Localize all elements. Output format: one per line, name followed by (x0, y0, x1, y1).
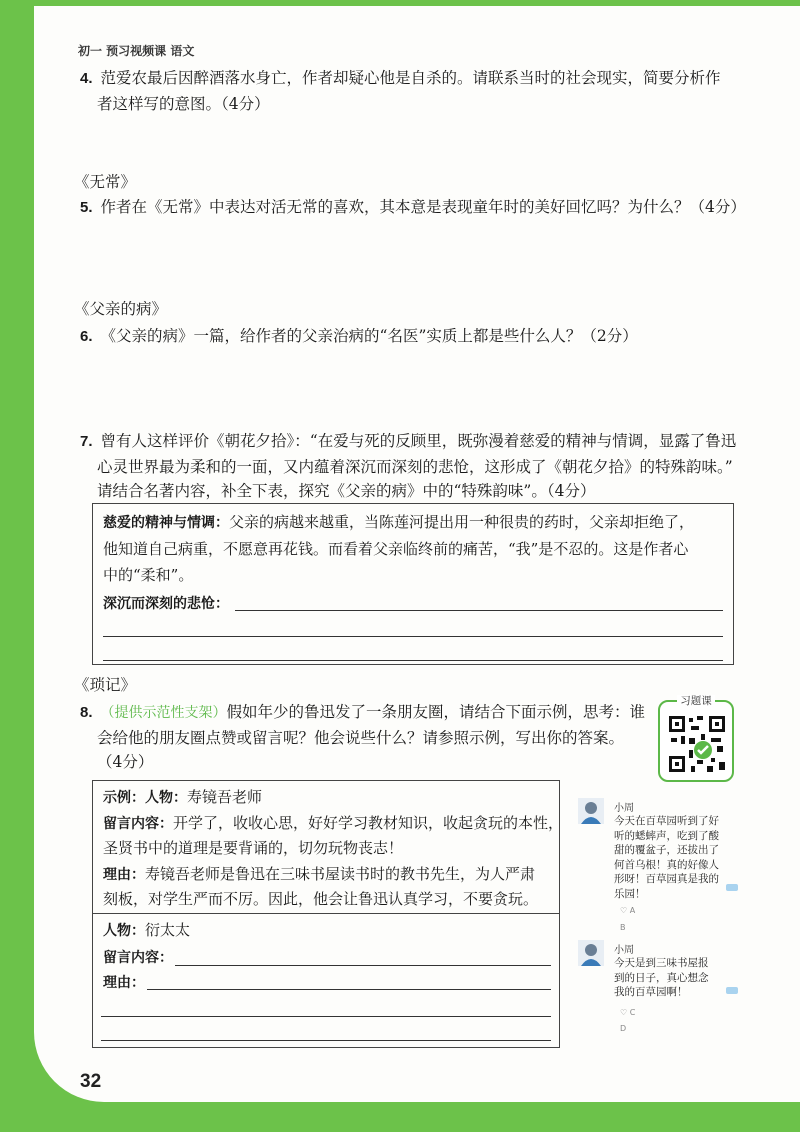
question-6-number: 6. (80, 328, 93, 345)
answer-line[interactable] (175, 965, 551, 966)
example-msg-text-a: 开学了，收收心思，好好学习教材知识，收起贪玩的本性， (173, 814, 564, 832)
answer-table-7 (92, 503, 734, 665)
person2-name: 衍太太 (145, 921, 191, 939)
question-8-number: 8. (80, 704, 93, 721)
question-8-line-2: 会给他的朋友圈点赞或留言呢？他会说些什么？请参照示例，写出你的答案。 (97, 729, 625, 747)
table-7-label-1: 慈爱的精神与情调： (103, 515, 229, 531)
question-7-line-2: 心灵世界最为柔和的一面，又内蕴着深沉而深刻的悲怆，这形成了《朝花夕拾》的特殊韵味。” (97, 458, 733, 476)
answer-line[interactable] (101, 1016, 551, 1017)
table-divider (93, 913, 559, 914)
question-8-line-1 (80, 701, 645, 724)
table-7-label-2: 深沉而深刻的悲怆： (103, 596, 229, 612)
question-6-text-1: 《父亲的病》一篇，给作者的父亲治病的“名医”实质上都是些什么人？（2分） (100, 327, 638, 345)
moment-1-mark-a: ♡ A (620, 906, 636, 915)
question-6-line-1 (80, 325, 638, 348)
example-person: 寿镜吾老师 (187, 788, 263, 806)
person2-msg-label: 留言内容： (103, 950, 173, 966)
qr-code-icon (667, 714, 727, 774)
table-7-text-1c: 中的“柔和”。 (103, 566, 194, 584)
answer-line[interactable] (101, 1040, 551, 1041)
person2-label: 人物： (103, 923, 145, 939)
moment-2-text: 今天是到三味书屋报 到的日子，真心想念 我的百草园啊！ (614, 957, 709, 998)
page-header: 初一 预习视频课 语文 (78, 44, 195, 58)
section-title-suoji: 《琐记》 (74, 676, 137, 694)
scaffold-tag: （提供示范性支架） (100, 705, 227, 721)
person2-row (103, 919, 190, 942)
example-msg-text-b: 圣贤书中的道理是要背诵的，切勿玩物丧志！ (103, 839, 404, 857)
question-4-line-2: 者这样写的意图。（4分） (97, 95, 270, 113)
example-reason-row (103, 863, 535, 886)
page-number: 32 (80, 1071, 102, 1092)
example-reason-label: 理由： (103, 867, 145, 883)
question-5-line-1 (80, 196, 746, 219)
person2-reason-label: 理由： (103, 975, 145, 991)
question-5-text-1: 作者在《无常》中表达对活无常的喜欢，其本意是表现童年时的美好回忆吗？为什么？（4分） (100, 198, 746, 216)
question-7-text-1: 曾有人这样评价《朝花夕拾》：“在爱与死的反顾里，既弥漫着慈爱的精神与情调，显露了鲁迅 (100, 432, 737, 450)
question-8-text-1: 假如年少的鲁迅发了一条朋友圈，请结合下面示例，思考：谁 (226, 703, 646, 721)
moment-2-name: 小周 (614, 945, 634, 956)
section-title-fuqin: 《父亲的病》 (74, 300, 168, 318)
question-5-number: 5. (80, 199, 93, 216)
answer-line[interactable] (147, 989, 551, 990)
qr-label: 习题课 (660, 693, 732, 708)
example-row (103, 786, 262, 809)
question-4-line-1 (80, 67, 721, 90)
question-4-number: 4. (80, 70, 93, 87)
question-7-number: 7. (80, 433, 93, 450)
question-7-line-1 (80, 430, 736, 453)
answer-line[interactable] (103, 636, 723, 637)
table-7-row-2 (103, 592, 229, 615)
example-msg-row (103, 812, 563, 835)
qr-code-card[interactable] (658, 695, 734, 782)
example-reason-text-b: 刻板，对学生严而不厉。因此，他会让鲁迅认真学习，不要贪玩。 (103, 890, 539, 908)
question-7-line-3: 请结合名著内容，补全下表，探究《父亲的病》中的“特殊韵味”。（4分） (97, 482, 596, 500)
comment-icon[interactable] (726, 884, 738, 891)
person2-msg-row (103, 946, 173, 969)
table-7-row-1 (103, 511, 694, 534)
example-msg-label: 留言内容： (103, 816, 173, 832)
moment-2-mark-c: ♡ C (620, 1008, 636, 1017)
moment-1-mark-b: B (620, 923, 626, 932)
answer-line[interactable] (235, 610, 723, 611)
moment-1-text: 今天在百草园听到了好 听的蟋蟀声，吃到了酸 甜的覆盆子，还拔出了 何首乌根！真的好像人 形呀！百草园真是我的 乐园！ (614, 815, 719, 900)
section-title-wuchang: 《无常》 (74, 173, 137, 191)
person2-reason-row (103, 971, 145, 994)
avatar-icon (578, 798, 604, 824)
avatar-icon (578, 940, 604, 966)
answer-line[interactable] (103, 660, 723, 661)
question-8-line-3: （4分） (97, 753, 154, 771)
table-7-text-1a: 父亲的病越来越重，当陈莲河提出用一种很贵的药时，父亲却拒绝了， (229, 513, 695, 531)
example-label: 示例：人物： (103, 790, 187, 806)
table-7-text-1b: 他知道自己病重，不愿意再花钱。而看着父亲临终前的痛苦，“我”是不忍的。这是作者心 (103, 540, 689, 558)
moment-2-mark-d: D (620, 1024, 627, 1033)
moment-1-name: 小周 (614, 803, 634, 814)
question-4-text-1: 范爱农最后因醉酒落水身亡，作者却疑心他是自杀的。请联系当时的社会现实，简要分析作 (100, 69, 721, 87)
answer-table-8 (92, 780, 564, 1048)
comment-icon[interactable] (726, 987, 738, 994)
example-reason-text-a: 寿镜吾老师是鲁迅在三味书屋读书时的教书先生，为人严肃 (145, 865, 536, 883)
